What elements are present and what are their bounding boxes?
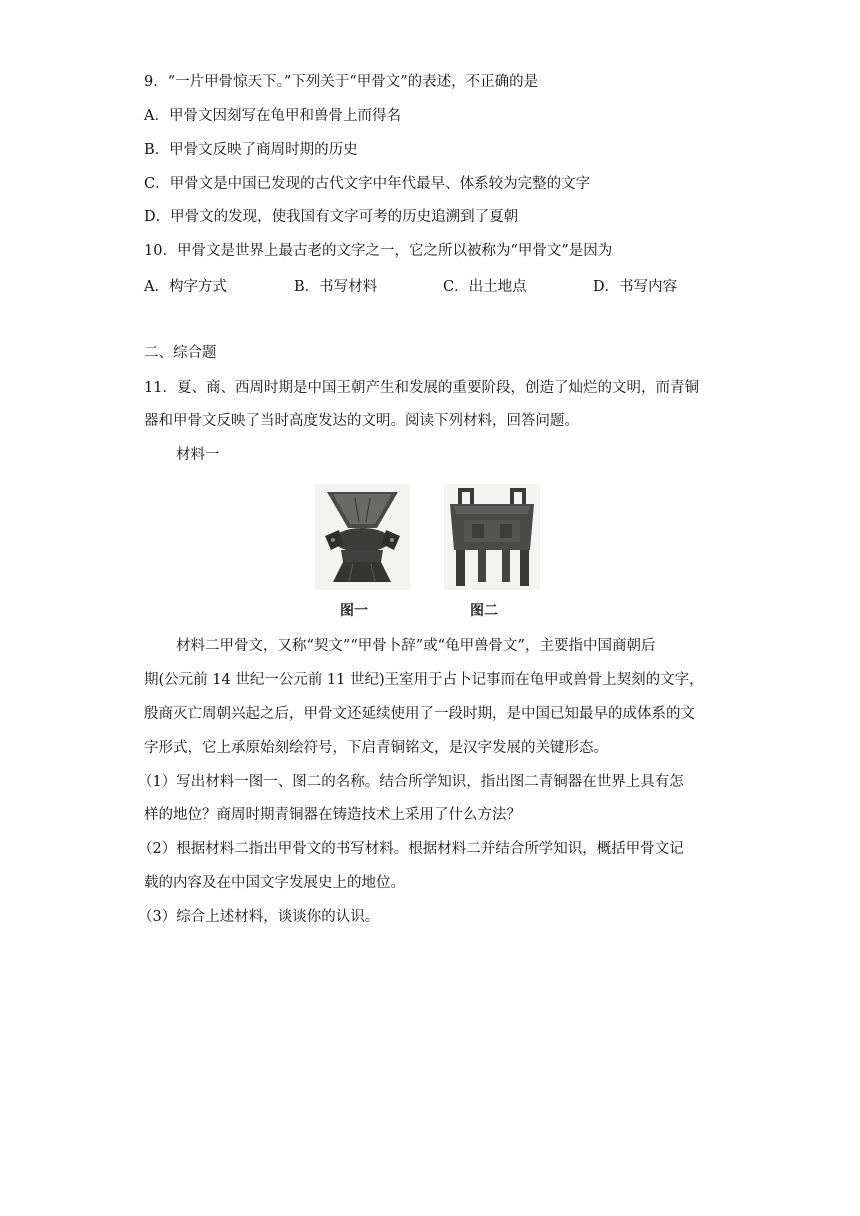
q11-intro-line2: 器和甲骨文反映了当时高度发达的文明。阅读下列材料，回答问题。 <box>144 413 579 429</box>
subq1-line1: （1）写出材料一图一、图二的名称。结合所学知识，指出图二青铜器在世界上具有怎 <box>138 774 684 790</box>
ding-vessel-icon <box>444 484 540 590</box>
q9-option-b: B．甲骨文反映了商周时期的历史 <box>144 142 358 158</box>
material2-line3: 殷商灭亡周朝兴起之后，甲骨文还延续使用了一段时期，是中国已知最早的成体系的文 <box>144 706 695 722</box>
q9-option-a: A．甲骨文因刻写在龟甲和兽骨上而得名 <box>144 108 401 124</box>
q10-options <box>144 275 734 295</box>
section-title: 二、综合题 <box>144 345 217 361</box>
material2-line1: 材料二甲骨文，又称“契文”“甲骨卜辞”或“龟甲兽骨文”，主要指中国商朝后 <box>176 638 656 654</box>
q9-option-c: C．甲骨文是中国已发现的古代文字中年代最早、体系较为完整的文字 <box>144 176 591 192</box>
figure2-caption: 图二 <box>470 603 498 619</box>
q11-intro-line1: 11．夏、商、西周时期是中国王朝产生和发展的重要阶段，创造了灿烂的文明，而青铜 <box>144 380 699 396</box>
figure1-caption: 图一 <box>340 603 368 619</box>
subq2-line1: （2）根据材料二指出甲骨文的书写材料。根据材料二并结合所学知识，概括甲骨文记 <box>138 841 684 857</box>
subq1-line2: 样的地位？商周时期青铜器在铸造技术上采用了什么方法？ <box>144 807 521 823</box>
material2-line4: 字形式，它上承原始刻绘符号，下启青铜铭文，是汉字发展的关键形态。 <box>144 740 608 756</box>
material1-label: 材料一 <box>176 447 220 463</box>
figure1-zun-image <box>315 484 410 590</box>
q9-option-d: D．甲骨文的发现，使我国有文字可考的历史追溯到了夏朝 <box>144 209 519 225</box>
q10-option-a: A．构字方式 <box>144 279 227 295</box>
zun-vessel-icon <box>315 484 410 590</box>
q10-option-b: B．书写材料 <box>294 279 378 295</box>
subq2-line2: 载的内容及在中国文字发展史上的地位。 <box>144 875 405 891</box>
q9-stem: 9．“一片甲骨惊天下。”下列关于“甲骨文”的表述，不正确的是 <box>144 74 539 90</box>
material2-line2: 期(公元前 14 世纪一公元前 11 世纪)王室用于占卜记事而在龟甲或兽骨上契刻的文字， <box>144 672 704 688</box>
q10-option-c: C．出土地点 <box>443 279 527 295</box>
q10-option-d: D．书写内容 <box>593 279 678 295</box>
q10-stem: 10．甲骨文是世界上最古老的文字之一，它之所以被称为“甲骨文”是因为 <box>144 243 613 259</box>
subq3-line1: （3）综合上述材料，谈谈你的认识。 <box>138 909 380 925</box>
figure2-ding-image <box>444 484 540 590</box>
